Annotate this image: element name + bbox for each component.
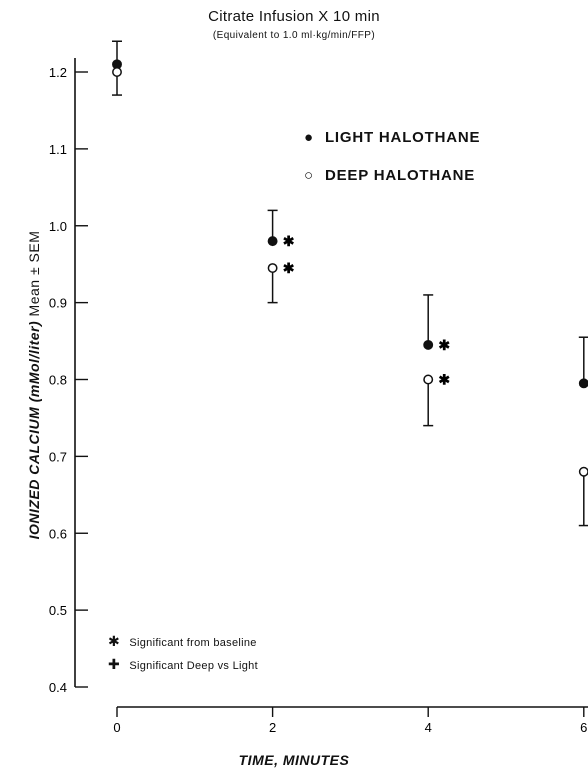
x-tick-label: 2	[268, 720, 277, 735]
y-tick-label: 0.7	[48, 449, 67, 465]
y-tick-label: 0.4	[48, 680, 67, 695]
legend-label-light: LIGHT HALOTHANE	[324, 129, 481, 146]
legend-label-deep: DEEP HALOTHANE	[324, 167, 476, 184]
note-sig-deep-light-text: Significant Deep vs Light	[129, 660, 258, 672]
data-point-deep	[424, 375, 432, 383]
y-axis-label-main: IONIZED CALCIUM (mMol/liter)	[26, 320, 42, 540]
sig-baseline-marker-light: ✱	[282, 233, 295, 250]
x-axis-label: TIME, MINUTES	[238, 752, 350, 768]
sig-baseline-marker-deep: ✱	[282, 260, 295, 277]
sig-baseline-marker-light: ✱	[438, 336, 451, 353]
plus-icon: ✚	[108, 656, 121, 672]
chart-subtitle: (Equivalent to 1.0 ml·kg/min/FFP)	[212, 30, 376, 41]
y-tick-label: 0.8	[48, 372, 67, 388]
x-tick-label: 4	[424, 720, 432, 735]
data-point-light	[424, 341, 432, 349]
data-point-deep	[580, 468, 588, 476]
x-tick-label: 6	[580, 720, 588, 735]
asterisk-icon: ✱	[108, 633, 121, 649]
data-point-deep	[113, 68, 121, 76]
sig-baseline-marker-deep: ✱	[438, 371, 451, 388]
open-circle-icon: ○	[304, 167, 314, 184]
x-tick-label: 0	[113, 720, 121, 735]
y-tick-label: 0.5	[48, 603, 67, 619]
data-point-deep	[268, 264, 276, 272]
y-axis-label-stat: Mean ± SEM	[26, 230, 42, 317]
y-tick-label: 0.6	[48, 526, 67, 542]
filled-circle-icon: ●	[304, 129, 314, 146]
chart-title: Citrate Infusion X 10 min	[208, 8, 380, 25]
note-sig-baseline-text: Significant from baseline	[129, 637, 257, 649]
data-point-light	[580, 379, 588, 387]
y-tick-label: 1.2	[48, 65, 67, 80]
y-tick-label: 1.0	[48, 218, 67, 234]
y-tick-label: 0.9	[48, 295, 67, 311]
y-tick-label: 1.1	[48, 141, 67, 157]
data-point-light	[268, 237, 276, 245]
